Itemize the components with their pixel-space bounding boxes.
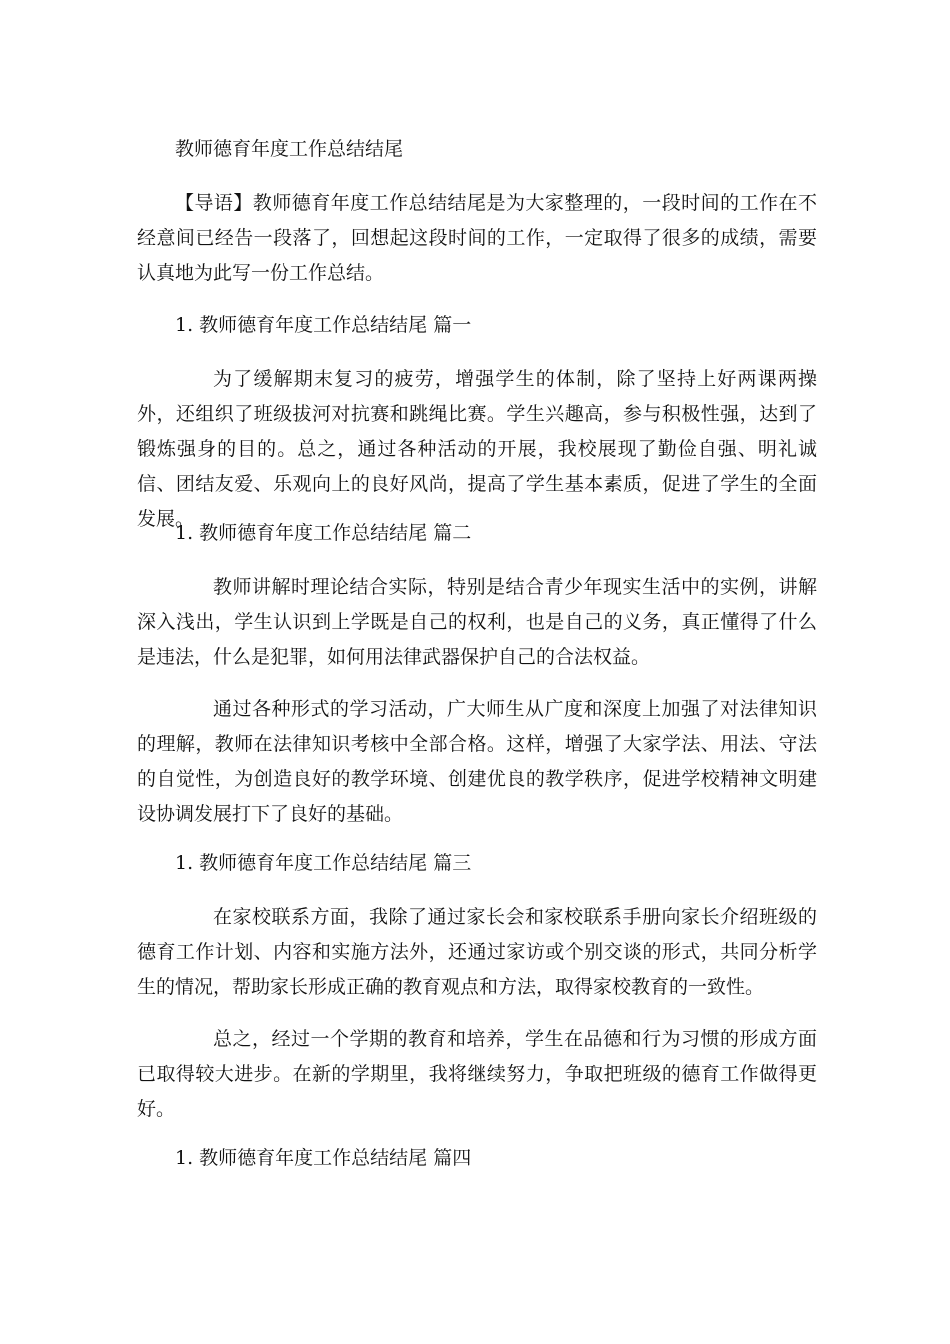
section-heading-2: 1. 教师德育年度工作总结结尾 篇二 xyxy=(175,522,472,544)
section-2-paragraph-2: 通过各种形式的学习活动，广大师生从广度和深度上加强了对法律知识的理解，教师在法律知识考核中全部合格。这样，增强了大家学法、用法、守法的自觉性，为创造良好的教学环境、创建优良的教学秩序，促进学校精神文明建设协调发展打下了良好的基础。 xyxy=(137,698,817,825)
section-heading-1: 1. 教师德育年度工作总结结尾 篇一 xyxy=(175,314,472,336)
section-3-paragraph-2: 总之，经过一个学期的教育和培养，学生在品德和行为习惯的形成方面已取得较大进步。在新的学期里，我将继续努力，争取把班级的德育工作做得更好。 xyxy=(137,1028,817,1120)
section-heading-3: 1. 教师德育年度工作总结结尾 篇三 xyxy=(175,852,472,874)
section-heading-4: 1. 教师德育年度工作总结结尾 篇四 xyxy=(175,1147,472,1169)
section-1-paragraph-1: 为了缓解期末复习的疲劳，增强学生的体制，除了坚持上好两课两操外，还组织了班级拔河对抗赛和跳绳比赛。学生兴趣高，参与积极性强，达到了锻炼强身的目的。总之，通过各种活动的开展，我校展现了勤俭自强、明礼诚信、团结友爱、乐观向上的良好风尚，提高了学生基本素质，促进了学生的全面发展。 xyxy=(137,368,817,530)
document-title: 教师德育年度工作总结结尾 xyxy=(175,138,404,160)
section-2-paragraph-1: 教师讲解时理论结合实际，特别是结合青少年现实生活中的实例，讲解深入浅出，学生认识到上学既是自己的权利，也是自己的义务，真正懂得了什么是违法，什么是犯罪，如何用法律武器保护自己的合法权益。 xyxy=(137,576,817,668)
intro-paragraph: 【导语】教师德育年度工作总结结尾是为大家整理的，一段时间的工作在不经意间已经告一段落了，回想起这段时间的工作，一定取得了很多的成绩，需要认真地为此写一份工作总结。 xyxy=(137,192,817,284)
section-3-paragraph-1: 在家校联系方面，我除了通过家长会和家校联系手册向家长介绍班级的德育工作计划、内容和实施方法外，还通过家访或个别交谈的形式，共同分析学生的情况，帮助家长形成正确的教育观点和方法，取得家校教育的一致性。 xyxy=(137,906,817,998)
